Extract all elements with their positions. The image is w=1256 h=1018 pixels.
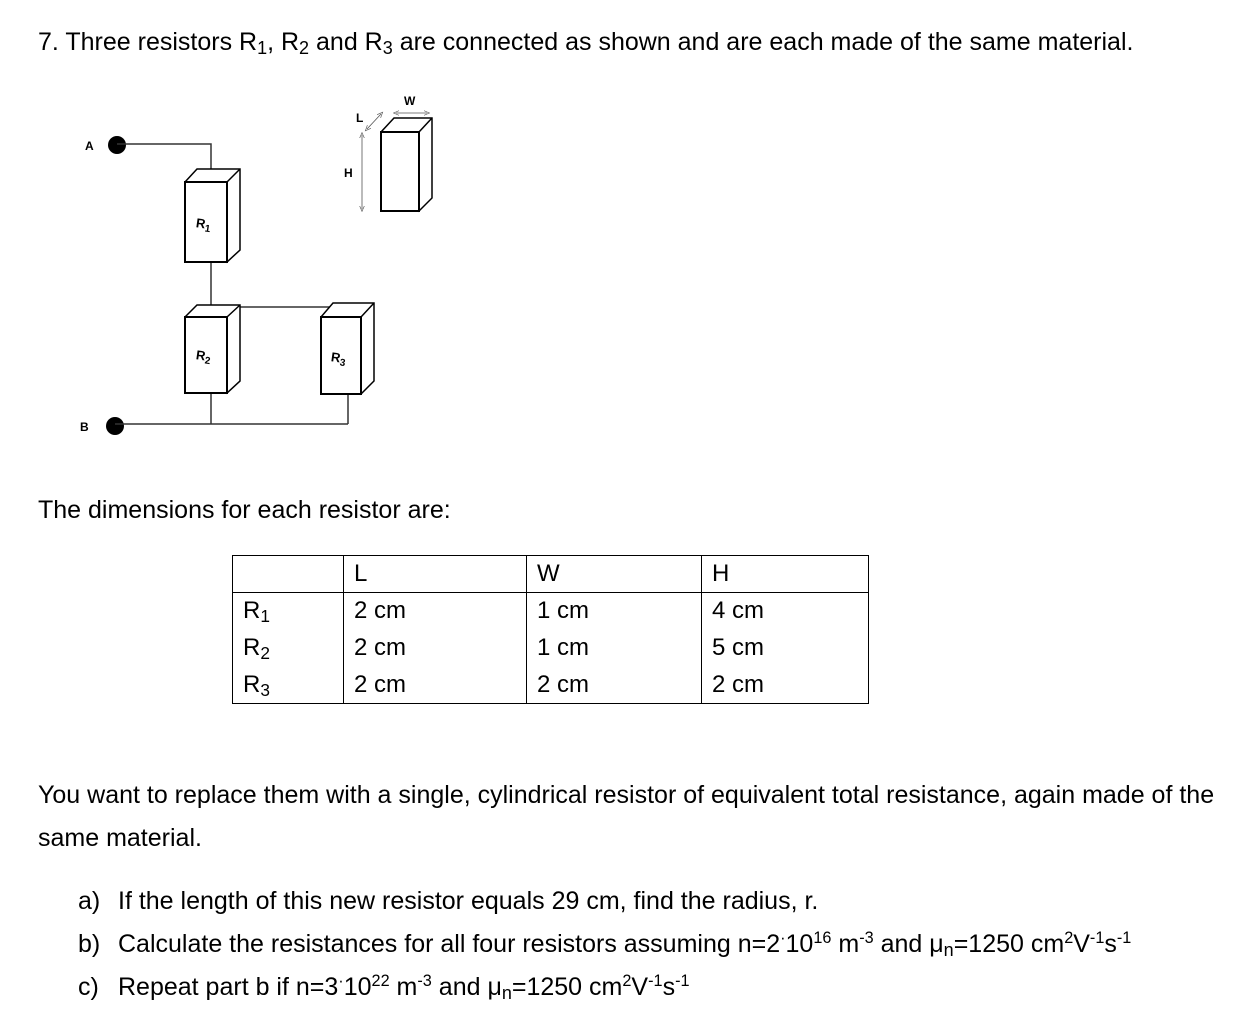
node-a-label: A [85,139,94,153]
part-a: a) If the length of this new resistor equals 29 cm, find the radius, r. [78,887,819,915]
table-cell: 1 cm [527,630,702,667]
table-cell: $R_1$ [233,593,344,630]
question-title: 7. Three resistors $R_1$, $R_2$ and $R_3$ are connected as shown and are each made of the same material. [38,28,1134,58]
table-header-cell [233,556,344,593]
part-c: c) Repeat part b if $n=3^\cdot 10^{22}$ $m^{-3}$ and $\mu_n=1250$ $cm^2V^{-1}s^{-1}$ [78,972,690,1003]
svg-text:R1: $R_1$ [195,215,212,236]
part-b: b) Calculate the resistances for all four resistors assuming $n=2^\cdot 10^{16}$ $m^{-3}$ and $\mu_n=1250$ $cm^2V^{-1}s^{-1}$ [78,929,1132,960]
question-parts [78,880,1131,1009]
resistor-r1 [185,169,240,262]
replacement-paragraph: You want to replace them with a single, cylindrical resistor of equivalent total resistance, again made of the same material. [38,781,1215,852]
table-cell: 2 cm [702,667,869,704]
dimensions-table [232,555,869,704]
table-cell: 2 cm [344,667,527,704]
table-header-cell: H [702,556,869,593]
terminal-b [106,417,124,435]
table-cell: 4 cm [702,593,869,630]
terminal-a [108,136,126,154]
table-header-cell: W [527,556,702,593]
dim-label-h: H [344,166,353,180]
question-number: 7. [38,28,59,56]
table-row [233,667,869,704]
table-header-row [233,556,869,593]
table-cell: 2 cm [344,593,527,630]
table-cell: 2 cm [344,630,527,667]
table-header-cell: L [344,556,527,593]
dim-label-l: L [356,111,364,125]
table-cell: $R_2$ [233,630,344,667]
dimension-reference-box [381,118,432,211]
table-cell: $R_3$ [233,667,344,704]
table-cell: 5 cm [702,630,869,667]
svg-text:R3: $R_3$ [330,349,347,370]
dimensions-heading: The dimensions for each resistor are: [38,496,451,524]
table-row [233,630,869,667]
resistor-r3 [321,303,374,394]
circuit-diagram [0,80,520,460]
table-cell: 1 cm [527,593,702,630]
dim-label-w: W [404,94,416,108]
table-row [233,593,869,630]
table-cell: 2 cm [527,667,702,704]
svg-text:R2: $R_2$ [195,347,212,368]
node-b-label: B [80,420,89,434]
resistor-r2 [185,305,240,393]
